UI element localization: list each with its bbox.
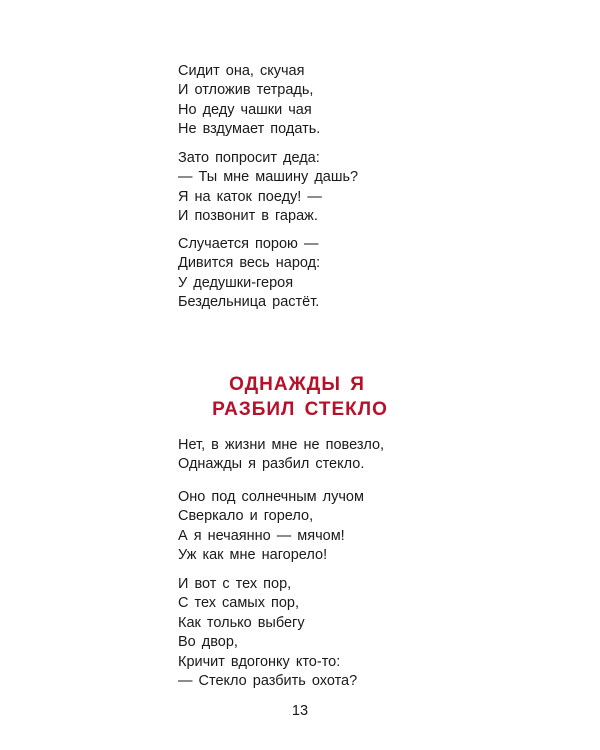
poem-stanza — [178, 436, 384, 475]
poem-line: Однажды я разбил стекло. — [178, 456, 365, 473]
poem-line: С тех самых пор, — [178, 595, 299, 612]
poem-stanza — [178, 488, 364, 566]
poem-line: А я нечаянно — мячом! — [178, 527, 345, 544]
poem-line: Я на каток поеду! — — [178, 188, 322, 205]
poem-line: — Ты мне машину дашь? — [178, 169, 359, 186]
poem-line: Бездельница растёт. — [178, 294, 320, 311]
poem-line: Оно под солнечным лучом — [178, 489, 364, 505]
poem-stanza — [178, 575, 357, 691]
poem-line: И позвонит в гараж. — [178, 208, 318, 225]
poem-line: Зато попросит деда: — [178, 150, 320, 166]
poem-line: — Стекло разбить охота? — [178, 673, 358, 690]
poem-stanza — [178, 62, 320, 140]
poem-title-line: РАЗБИЛ СТЕКЛО — [212, 399, 388, 420]
poem-line: Уж как мне нагорело! — [178, 547, 328, 564]
poem-line: Не вздумает подать. — [178, 121, 321, 138]
page-number: 13 — [291, 703, 309, 719]
poem-stanza — [178, 149, 358, 227]
poem-line: Но деду чашки чая — [178, 101, 312, 118]
poem-line: Как только выбегу — [178, 614, 305, 631]
poem-line: И отложив тетрадь, — [178, 82, 314, 99]
poem-line: Дивится весь народ: — [178, 255, 321, 272]
poem-line: Сверкало и горело, — [178, 508, 314, 525]
poem-line: Кричит вдогонку кто-то: — [178, 653, 341, 670]
poem-line: Случается порою — — [178, 236, 319, 252]
poem-line: Сидит она, скучая — [178, 63, 305, 79]
poem-line: У дедушки-героя — [178, 274, 294, 291]
poem-line: И вот с тех пор, — [178, 576, 292, 592]
poem-line: Нет, в жизни мне не повезло, — [178, 437, 385, 453]
poem-title — [0, 372, 600, 422]
poem-title-line: ОДНАЖДЫ Я — [229, 374, 365, 395]
poem-stanza — [178, 235, 320, 313]
poem-line: Во двор, — [178, 634, 238, 651]
